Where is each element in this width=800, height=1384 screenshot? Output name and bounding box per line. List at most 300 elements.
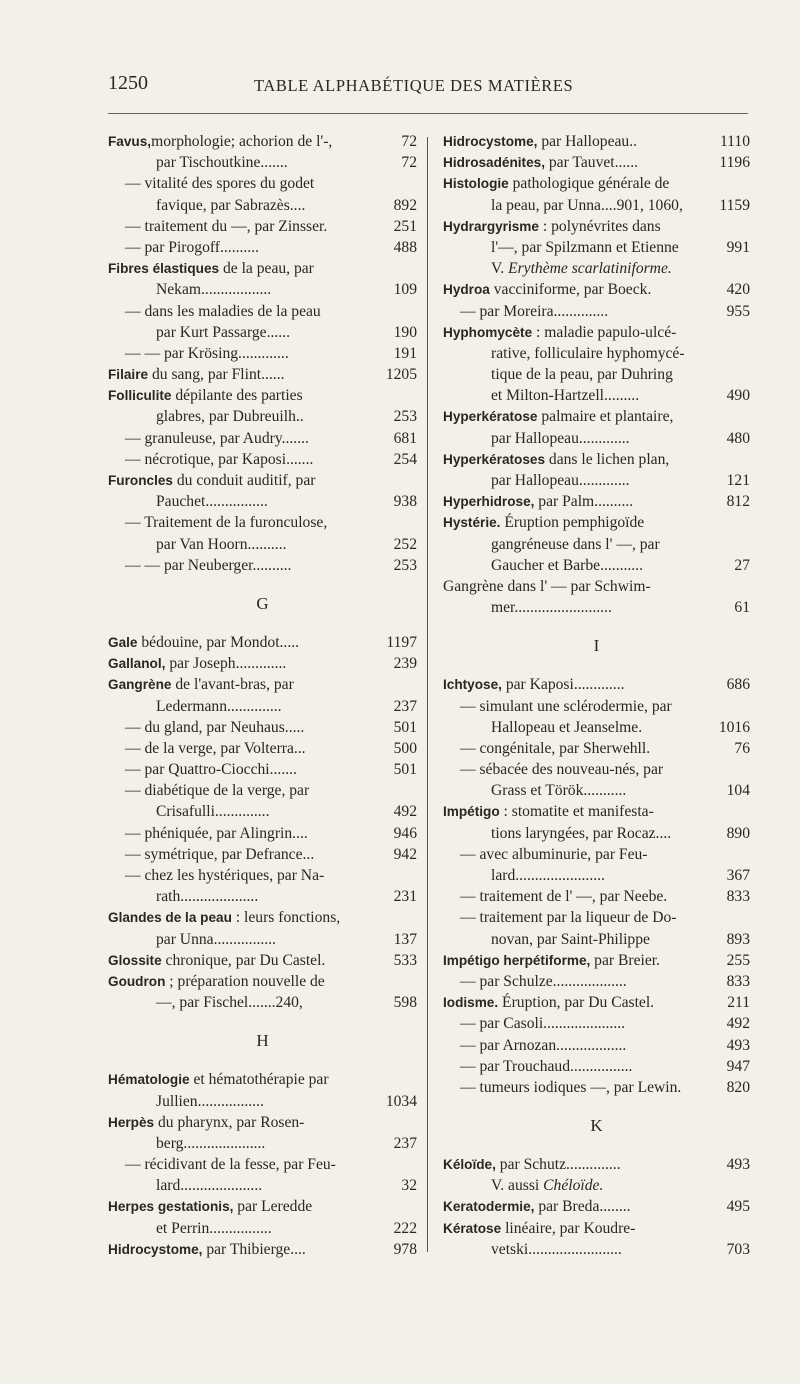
entry-keyword: Kéloïde, (443, 1157, 496, 1173)
entry-text: — — par Krösing............. (125, 344, 289, 362)
entry-keyword: Glandes de la peau (108, 910, 232, 926)
index-line (108, 844, 417, 865)
entry-description: par Schutz.............. (495, 1156, 621, 1174)
see-also-prefix: V. (491, 260, 509, 278)
entry-description: Éruption pemphigoïde (500, 514, 645, 532)
entry-description: de l'avant-bras, par (171, 676, 294, 694)
page-reference: 703 (726, 1240, 750, 1258)
entry-text: et Perrin................ (156, 1219, 272, 1237)
entry-text: — traitement du —, par Zinsser. (125, 217, 328, 235)
page-reference: 893 (726, 930, 750, 948)
entry-text: — nécrotique, par Kaposi....... (125, 450, 314, 468)
entry-text: l'—, par Spilzmann et Etienne (491, 238, 679, 256)
index-line (443, 385, 750, 406)
index-line (108, 759, 417, 780)
index-line (443, 195, 750, 216)
entry-text (443, 131, 637, 152)
entry-text (443, 449, 669, 470)
index-line (108, 237, 417, 258)
entry-keyword: Hystérie. (443, 515, 501, 531)
index-line (443, 237, 750, 258)
page-reference: 191 (393, 344, 417, 362)
page-reference: 1196 (719, 154, 750, 172)
entry-text: gangréneuse dans l' —, par (491, 535, 660, 553)
entry-keyword: Gangrène (108, 677, 172, 693)
entry-keyword: Furoncles (108, 473, 173, 488)
entry-text (108, 385, 303, 406)
index-line (108, 929, 417, 950)
see-also-target: Erythème scarlatiniforme. (508, 260, 672, 278)
page-reference: 1034 (385, 1092, 417, 1110)
entry-text: lard....................... (491, 867, 605, 884)
index-line (108, 1239, 417, 1260)
index-line (443, 1175, 750, 1196)
entry-text (108, 674, 294, 695)
entry-text (443, 322, 676, 343)
entry-text: la peau, par Unna....901, 1060, (491, 196, 683, 214)
entry-text: — par Schulze................... (460, 972, 627, 990)
index-line (108, 1154, 417, 1175)
entry-text: rative, folliculaire hyphomycé- (491, 344, 685, 362)
entry-text: Gaucher et Barbe........... (491, 556, 643, 574)
index-line (108, 131, 417, 152)
index-line (443, 322, 750, 343)
index-line (443, 674, 750, 695)
index-line (443, 491, 750, 512)
entry-text: — granuleuse, par Audry....... (125, 429, 309, 447)
index-line (108, 1218, 417, 1239)
entry-description: : leurs fonctions, (231, 909, 341, 927)
index-line (108, 173, 417, 194)
entry-text: Hallopeau et Jeanselme. (491, 718, 643, 736)
index-line (108, 195, 417, 216)
index-line (108, 406, 417, 427)
entry-text: mer......................... (491, 599, 612, 617)
entry-keyword: Ichtyose, (443, 677, 502, 693)
index-line (108, 865, 417, 886)
index-line (443, 555, 750, 576)
entry-text: — dans les maladies de la peau (125, 302, 321, 320)
entry-text (108, 1196, 312, 1217)
page-reference: 72 (401, 154, 417, 172)
page-reference: 946 (393, 824, 417, 842)
entry-keyword: Favus, (108, 134, 152, 149)
page-reference: 254 (393, 450, 417, 468)
page-reference: 237 (393, 1134, 417, 1152)
index-line (108, 696, 417, 717)
index-line (108, 780, 417, 801)
page-reference: 488 (393, 238, 417, 256)
index-line (108, 1133, 417, 1154)
page-reference: 222 (393, 1219, 417, 1237)
index-line (443, 823, 750, 844)
entry-text: vetski........................ (491, 1240, 622, 1258)
index-line (108, 801, 417, 822)
column-divider (427, 137, 428, 1252)
entry-keyword: Filaire (108, 367, 149, 383)
entry-text: Pauchet................ (156, 493, 268, 511)
entry-description: par Tauvet...... (544, 154, 639, 172)
entry-text: rath.................... (156, 888, 259, 906)
page-reference: 253 (393, 556, 417, 574)
entry-text: — congénitale, par Sherwehll. (460, 739, 651, 757)
index-line (108, 512, 417, 533)
page-reference: 493 (726, 1036, 750, 1054)
entry-description: par Joseph............. (165, 655, 287, 673)
page-reference: 61 (734, 599, 750, 617)
page-reference: 500 (393, 739, 417, 757)
entry-text (443, 1154, 621, 1175)
page-reference: 495 (726, 1198, 750, 1216)
page-reference: 947 (726, 1057, 750, 1075)
index-line (108, 1196, 417, 1217)
index-line (108, 322, 417, 343)
index-line (443, 1196, 750, 1217)
entry-text (108, 907, 340, 928)
section-letter (443, 618, 750, 674)
index-line (443, 886, 750, 907)
page-reference: 978 (393, 1240, 417, 1258)
entry-text: — du gland, par Neuhaus..... (125, 718, 305, 736)
index-line (443, 131, 750, 152)
page-reference: 104 (726, 782, 750, 800)
index-line (443, 449, 750, 470)
right-column (443, 131, 750, 1260)
page-reference: 501 (393, 718, 417, 736)
entry-text: berg..................... (156, 1134, 266, 1152)
entry-text (108, 632, 299, 653)
index-line (443, 343, 750, 364)
index-line (443, 1154, 750, 1175)
entry-keyword: Hidrocystome, (443, 134, 538, 149)
entry-description: par Breda........ (534, 1198, 631, 1216)
entry-text (443, 216, 661, 237)
entry-text (443, 1218, 635, 1239)
page-reference: 420 (726, 281, 750, 299)
entry-text: lard..................... (156, 1177, 263, 1195)
entry-text: —, par Fischel.......240, (156, 994, 303, 1012)
entry-keyword: Hidrocystome, (108, 1241, 203, 1257)
entry-text: — chez les hystériques, par Na- (125, 867, 325, 884)
entry-text (443, 1196, 631, 1217)
page-reference: 190 (393, 323, 417, 341)
index-line (443, 738, 750, 759)
entry-keyword: Impétigo (443, 804, 500, 820)
entry-text: Jullien................. (156, 1092, 264, 1110)
entry-text (443, 674, 625, 695)
page-reference: 1159 (719, 196, 750, 214)
page-reference: 32 (401, 1177, 417, 1195)
page-reference: 892 (393, 196, 417, 214)
index-line (108, 950, 417, 971)
entry-description: par Leredde (233, 1198, 313, 1216)
see-also-target: Chéloïde. (543, 1177, 604, 1195)
entry-text: — diabétique de la verge, par (125, 782, 310, 800)
index-line (443, 780, 750, 801)
page-reference: 253 (393, 408, 417, 426)
entry-text: — vitalité des spores du godet (125, 175, 315, 193)
entry-description: du sang, par Flint...... (148, 366, 285, 384)
page-reference: 252 (393, 535, 417, 553)
entry-description: : polynévrites dans (538, 217, 661, 235)
page-reference: 681 (393, 429, 417, 447)
entry-text: — par Arnozan.................. (460, 1036, 627, 1054)
entry-text (108, 364, 285, 385)
page-reference: 251 (393, 217, 417, 235)
index-line (108, 907, 417, 928)
left-column (108, 131, 417, 1260)
index-line (108, 534, 417, 555)
page-reference: 367 (726, 867, 750, 884)
entry-text: — de la verge, par Volterra... (125, 739, 306, 757)
index-line (443, 512, 750, 533)
page-reference: 237 (393, 697, 417, 715)
page-reference: 501 (393, 761, 417, 779)
index-line (443, 173, 750, 194)
entry-text: — par Casoli..................... (460, 1015, 626, 1033)
page-reference: 1016 (718, 718, 750, 736)
entry-text: — récidivant de la fesse, par Feu- (125, 1156, 336, 1174)
index-line (108, 674, 417, 695)
page-reference: 27 (734, 556, 750, 574)
index-line (443, 865, 750, 886)
page-reference: 480 (726, 429, 750, 447)
index-line (443, 152, 750, 173)
entry-description: : maladie papulo-ulcé- (532, 323, 677, 341)
page-reference: 938 (393, 493, 417, 511)
page-reference: 492 (726, 1015, 750, 1033)
entry-text (443, 950, 660, 971)
index-line (443, 950, 750, 971)
page-reference: 686 (726, 676, 750, 694)
index-line (108, 216, 417, 237)
page-reference: 211 (727, 994, 750, 1012)
page-reference: 76 (734, 739, 750, 757)
page-reference: 492 (393, 803, 417, 821)
index-line (108, 717, 417, 738)
index-line (108, 343, 417, 364)
index-line (443, 696, 750, 717)
entry-keyword: Glossite (108, 952, 162, 968)
entry-text: par Hallopeau............. (491, 429, 630, 447)
entry-text: — par Trouchaud................ (460, 1057, 633, 1075)
index-line (108, 555, 417, 576)
index-line (443, 470, 750, 491)
entry-text: par Hallopeau............. (491, 472, 630, 489)
index-line (443, 759, 750, 780)
index-line (443, 1013, 750, 1034)
index-line (443, 971, 750, 992)
page-reference: 1205 (385, 366, 417, 384)
entry-text: — simulant une sclérodermie, par (460, 697, 672, 715)
entry-keyword: Herpes gestationis, (108, 1199, 234, 1215)
page-reference: 231 (393, 888, 417, 906)
entry-text: Ledermann.............. (156, 697, 282, 715)
header-rule (108, 113, 748, 114)
entry-text (443, 279, 651, 300)
entry-text: glabres, par Dubreuilh.. (156, 408, 304, 426)
entry-keyword: Herpès (108, 1114, 155, 1130)
entry-description: Éruption, par Du Castel. (498, 994, 655, 1012)
entry-keyword: Hidrosadénites, (443, 155, 545, 171)
entry-description: chronique, par Du Castel. (161, 951, 326, 969)
index-line (108, 449, 417, 470)
page-reference: 490 (726, 387, 750, 405)
index-line (108, 632, 417, 653)
entry-text (108, 131, 332, 152)
index-line (108, 428, 417, 449)
index-line (443, 301, 750, 322)
page-reference: 109 (393, 281, 417, 299)
entry-text: et Milton-Hartzell......... (491, 387, 640, 405)
index-line (443, 1056, 750, 1077)
entry-keyword: Hydrargyrisme (443, 218, 539, 234)
entry-description: dépilante des parties (171, 387, 303, 405)
entry-text: — — par Neuberger.......... (125, 556, 292, 574)
index-line (443, 1077, 750, 1098)
entry-text (491, 258, 672, 279)
entry-text (443, 992, 654, 1013)
entry-text: — traitement de l' —, par Neebe. (460, 888, 668, 906)
entry-keyword: Hyperkératoses (443, 451, 546, 467)
index-line (443, 907, 750, 928)
entry-text (108, 1069, 329, 1090)
entry-text (108, 971, 325, 992)
page-number: 1250 (108, 72, 148, 94)
entry-text: — par Quattro-Ciocchi....... (125, 761, 297, 779)
entry-text: par Unna................ (156, 930, 276, 948)
index-line (443, 801, 750, 822)
page-reference: 1110 (719, 133, 750, 150)
page-reference: 533 (393, 951, 417, 969)
entry-keyword: Histologie (443, 176, 509, 192)
entry-text: — symétrique, par Defrance... (125, 845, 315, 863)
index-line (108, 1091, 417, 1112)
index-line (443, 216, 750, 237)
entry-text (108, 470, 315, 491)
entry-keyword: Hydroa (443, 282, 490, 298)
entry-text: Crisafulli.............. (156, 803, 270, 821)
entry-keyword: Goudron (108, 973, 166, 989)
page-reference: 833 (726, 888, 750, 906)
section-letter (108, 576, 417, 632)
index-line (443, 428, 750, 449)
index-line (108, 258, 417, 279)
entry-description: par Thibierge.... (202, 1240, 306, 1258)
index-line (108, 823, 417, 844)
entry-keyword: Gale (108, 634, 138, 650)
entry-keyword: Folliculite (108, 388, 172, 404)
index-line (108, 738, 417, 759)
entry-text (108, 1112, 304, 1133)
see-also-prefix: V. aussi (491, 1177, 544, 1195)
entry-text (443, 173, 669, 194)
entry-text (491, 1175, 603, 1196)
entry-keyword: Hyperhidrose, (443, 494, 535, 510)
entry-keyword: Impétigo herpétiforme, (443, 952, 591, 968)
entry-keyword: Keratodermie, (443, 1199, 535, 1215)
entry-description: par Breier. (590, 951, 660, 969)
entry-text: novan, par Saint-Philippe (491, 930, 650, 948)
page-reference: 833 (726, 972, 750, 990)
entry-description: de la peau, par (219, 260, 314, 278)
entry-text: Gangrène dans l' — par Schwim- (443, 577, 651, 595)
entry-text: G (256, 593, 269, 613)
index-line (108, 1069, 417, 1090)
index-line (443, 1218, 750, 1239)
entry-description: et hématothérapie par (189, 1071, 329, 1089)
entry-text: — tumeurs iodiques —, par Lewin. (460, 1078, 682, 1096)
page-reference: 72 (401, 133, 417, 150)
entry-keyword: Iodisme. (443, 995, 499, 1011)
index-line (108, 653, 417, 674)
entry-text: — Traitement de la furonculose, (125, 514, 328, 532)
entry-text: Nekam.................. (156, 281, 272, 299)
entry-keyword: Hyphomycète (443, 324, 533, 340)
index-line (443, 576, 750, 597)
entry-text (443, 491, 633, 512)
index-line (108, 992, 417, 1013)
entry-text: — par Pirogoff.......... (125, 238, 259, 256)
entry-text: par Tischoutkine....... (156, 154, 288, 172)
index-line (443, 1239, 750, 1260)
page-reference: 239 (393, 655, 417, 673)
entry-description: par Palm.......... (534, 493, 634, 511)
entry-description: pathologique générale de (508, 175, 670, 193)
index-line (108, 886, 417, 907)
index-line (108, 470, 417, 491)
section-letter (443, 1098, 750, 1154)
index-line (443, 364, 750, 385)
entry-text: par Van Hoorn.......... (156, 535, 287, 553)
entry-text: K (590, 1116, 603, 1136)
entry-text: — avec albuminurie, par Feu- (460, 845, 648, 863)
entry-text (443, 801, 654, 822)
entry-text: par Kurt Passarge...... (156, 323, 290, 341)
entry-text: Grass et Török........... (491, 782, 627, 800)
index-line (443, 1035, 750, 1056)
index-line (108, 491, 417, 512)
entry-text (108, 653, 286, 674)
entry-text: tions laryngées, par Rocaz.... (491, 824, 672, 842)
page-reference: 493 (726, 1156, 750, 1174)
entry-text (108, 1239, 306, 1260)
entry-text (108, 258, 314, 279)
page-reference: 137 (393, 930, 417, 948)
entry-text (108, 950, 325, 971)
entry-text: — phéniquée, par Alingrin.... (125, 824, 308, 842)
index-line (108, 971, 417, 992)
entry-text (443, 152, 638, 173)
section-letter (108, 1013, 417, 1069)
index-line (443, 597, 750, 618)
entry-text: H (256, 1031, 269, 1051)
index-line (443, 844, 750, 865)
index-line (443, 717, 750, 738)
page-reference: 942 (393, 845, 417, 863)
entry-text: — traitement par la liqueur de Do- (460, 909, 677, 927)
entry-text: tique de la peau, par Duhring (491, 366, 673, 384)
page-reference: 812 (726, 493, 750, 511)
index-line (443, 992, 750, 1013)
entry-description: bédouine, par Mondot..... (137, 633, 300, 651)
page-reference: 255 (726, 951, 750, 969)
entry-text: I (593, 636, 600, 656)
entry-description: ; préparation nouvelle de (165, 972, 325, 990)
index-line (108, 1112, 417, 1133)
entry-keyword: Fibres élastiques (108, 261, 220, 277)
entry-text: — par Moreira.............. (460, 302, 609, 320)
